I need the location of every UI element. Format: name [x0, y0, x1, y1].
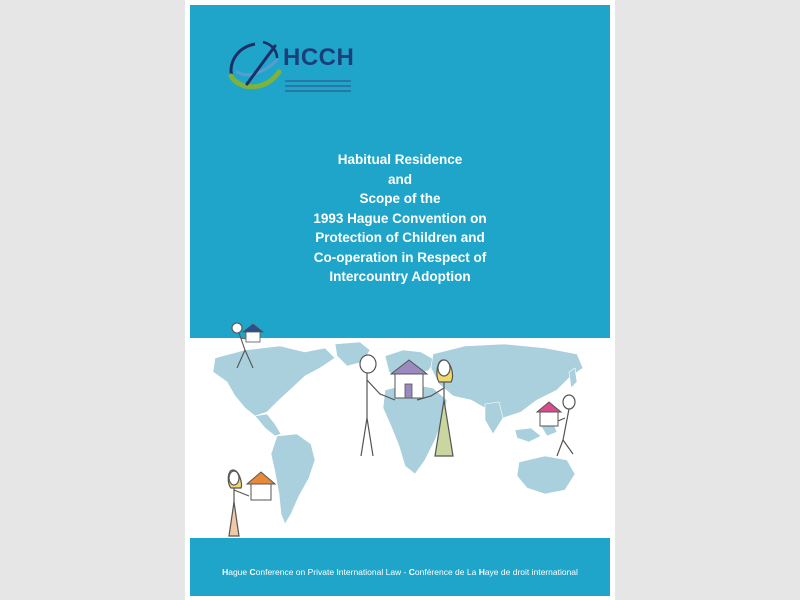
- title-line: Scope of the: [359, 191, 441, 206]
- footer-initial: C: [408, 567, 415, 577]
- footer-text-segment: onférence de La: [414, 567, 479, 577]
- title-line: Habitual Residence: [337, 152, 463, 167]
- person-icon: [228, 470, 249, 536]
- logo-wordmark: HCCH: [283, 44, 355, 71]
- logo-tagline-line: [285, 85, 351, 87]
- footer-text-segment: aye de droit international: [484, 567, 578, 577]
- person-with-house-illustration: [225, 318, 285, 376]
- house-icon: [247, 472, 275, 500]
- title-line: and: [387, 171, 412, 187]
- cover-page: [185, 0, 615, 600]
- title-line: Intercountry Adoption: [329, 269, 471, 284]
- title-line: Protection of Children and: [315, 230, 485, 245]
- logo-tagline-line: [285, 80, 351, 82]
- house-icon: [537, 402, 561, 426]
- hcch-globe-icon: [225, 32, 285, 102]
- title-line: 1993 Hague Convention on: [313, 210, 487, 226]
- footer-initial: H: [222, 567, 229, 577]
- hcch-logo: [225, 32, 365, 102]
- title-line: Co-operation in Respect of: [313, 249, 487, 265]
- footer-organisation-name: [185, 567, 615, 577]
- footer-initial: C: [249, 567, 256, 577]
- logo-tagline-line: [285, 90, 351, 92]
- cover-title: [185, 150, 615, 287]
- footer-text-segment: onference on Private International Law -: [255, 567, 409, 577]
- footer-initial: H: [478, 567, 485, 577]
- house-icon: [243, 324, 263, 342]
- footer-text-segment: ague: [228, 567, 250, 577]
